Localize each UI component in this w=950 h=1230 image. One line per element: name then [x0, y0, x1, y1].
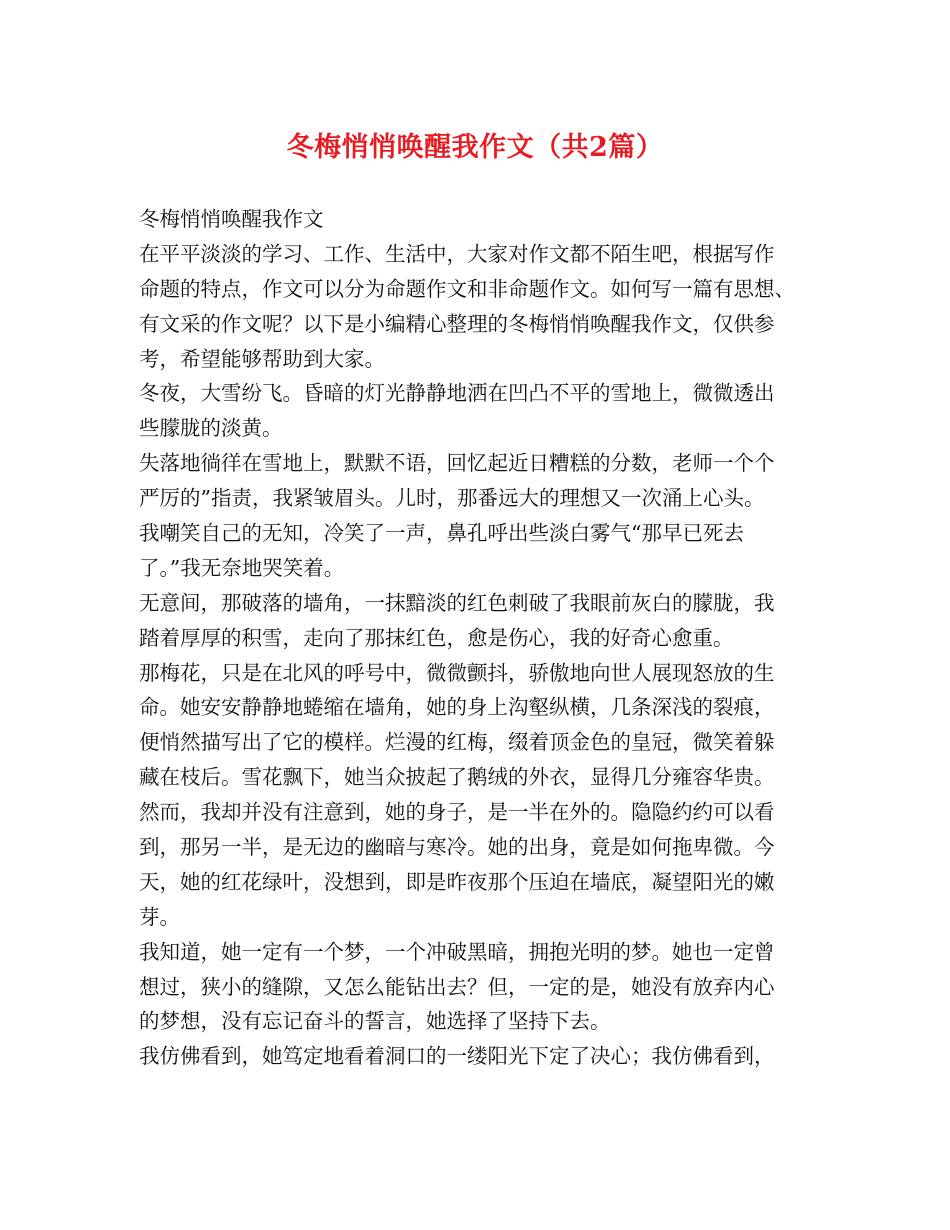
body-line: 命题的特点，作文可以分为命题作文和非命题作文。如何写一篇有思想、 [139, 276, 795, 301]
body-line: 无意间，那破落的墙角，一抹黯淡的红色刺破了我眼前灰白的朦胧，我 [139, 590, 775, 615]
body-line: 踏着厚厚的积雪，走向了那抹红色，愈是伤心，我的好奇心愈重。 [139, 625, 734, 650]
body-line: 了。”我无奈地哭笑着。 [139, 555, 345, 580]
body-line: 我嘲笑自己的无知，冷笑了一声，鼻孔呼出些淡白雾气“那早已死去 [139, 521, 744, 546]
document-title: 冬梅悄悄唤醒我作文（共2篇） [286, 132, 664, 163]
body-line: 在平平淡淡的学习、工作、生活中，大家对作文都不陌生吧，根据写作 [139, 241, 775, 266]
body-line: 那梅花，只是在北风的呼号中，微微颤抖，骄傲地向世人展现怒放的生 [139, 660, 775, 685]
body-line: 藏在枝后。雪花飘下，她当众披起了鹅绒的外衣，显得几分雍容华贵。 [139, 765, 775, 790]
body-line: 天，她的红花绿叶，没想到，即是昨夜那个压迫在墙底，凝望阳光的嫩 [139, 869, 775, 894]
body-line: 到，那另一半，是无边的幽暗与寒冷。她的出身，竟是如何拖卑微。今 [139, 835, 775, 860]
body-line: 些朦胧的淡黄。 [139, 416, 283, 441]
body-line: 我仿佛看到，她笃定地看着洞口的一缕阳光下定了决心；我仿佛看到， [139, 1044, 775, 1069]
body-line: 有文采的作文呢？以下是小编精心整理的冬梅悄悄唤醒我作文，仅供参 [139, 311, 775, 336]
body-line: 便悄然描写出了它的模样。烂漫的红梅，缀着顶金色的皇冠，微笑着躲 [139, 730, 775, 755]
subtitle-line: 冬梅悄悄唤醒我作文 [139, 207, 324, 231]
body-line: 考，希望能够帮助到大家。 [139, 346, 385, 371]
body-line: 冬夜，大雪纷飞。昏暗的灯光静静地洒在凹凸不平的雪地上，微微透出 [139, 381, 775, 406]
document-body [139, 202, 829, 1074]
body-line: 命。她安安静静地蜷缩在墙角，她的身上沟壑纵横，几条深浅的裂痕， [139, 695, 775, 720]
body-line: 严厉的”指责，我紧皱眉头。儿时，那番远大的理想又一次涌上心头。 [139, 486, 765, 511]
body-line: 然而，我却并没有注意到，她的身子，是一半在外的。隐隐约约可以看 [139, 800, 775, 825]
body-line: 想过，狭小的缝隙，又怎么能钻出去？但，一定的是，她没有放弃内心 [139, 974, 775, 999]
body-line: 芽。 [139, 904, 180, 929]
body-line: 我知道，她一定有一个梦，一个冲破黑暗，拥抱光明的梦。她也一定曾 [139, 939, 775, 964]
body-line: 失落地徜徉在雪地上，默默不语，回忆起近日糟糕的分数，老师一个个 [139, 451, 775, 476]
body-line: 的梦想，没有忘记奋斗的誓言，她选择了坚持下去。 [139, 1009, 611, 1034]
